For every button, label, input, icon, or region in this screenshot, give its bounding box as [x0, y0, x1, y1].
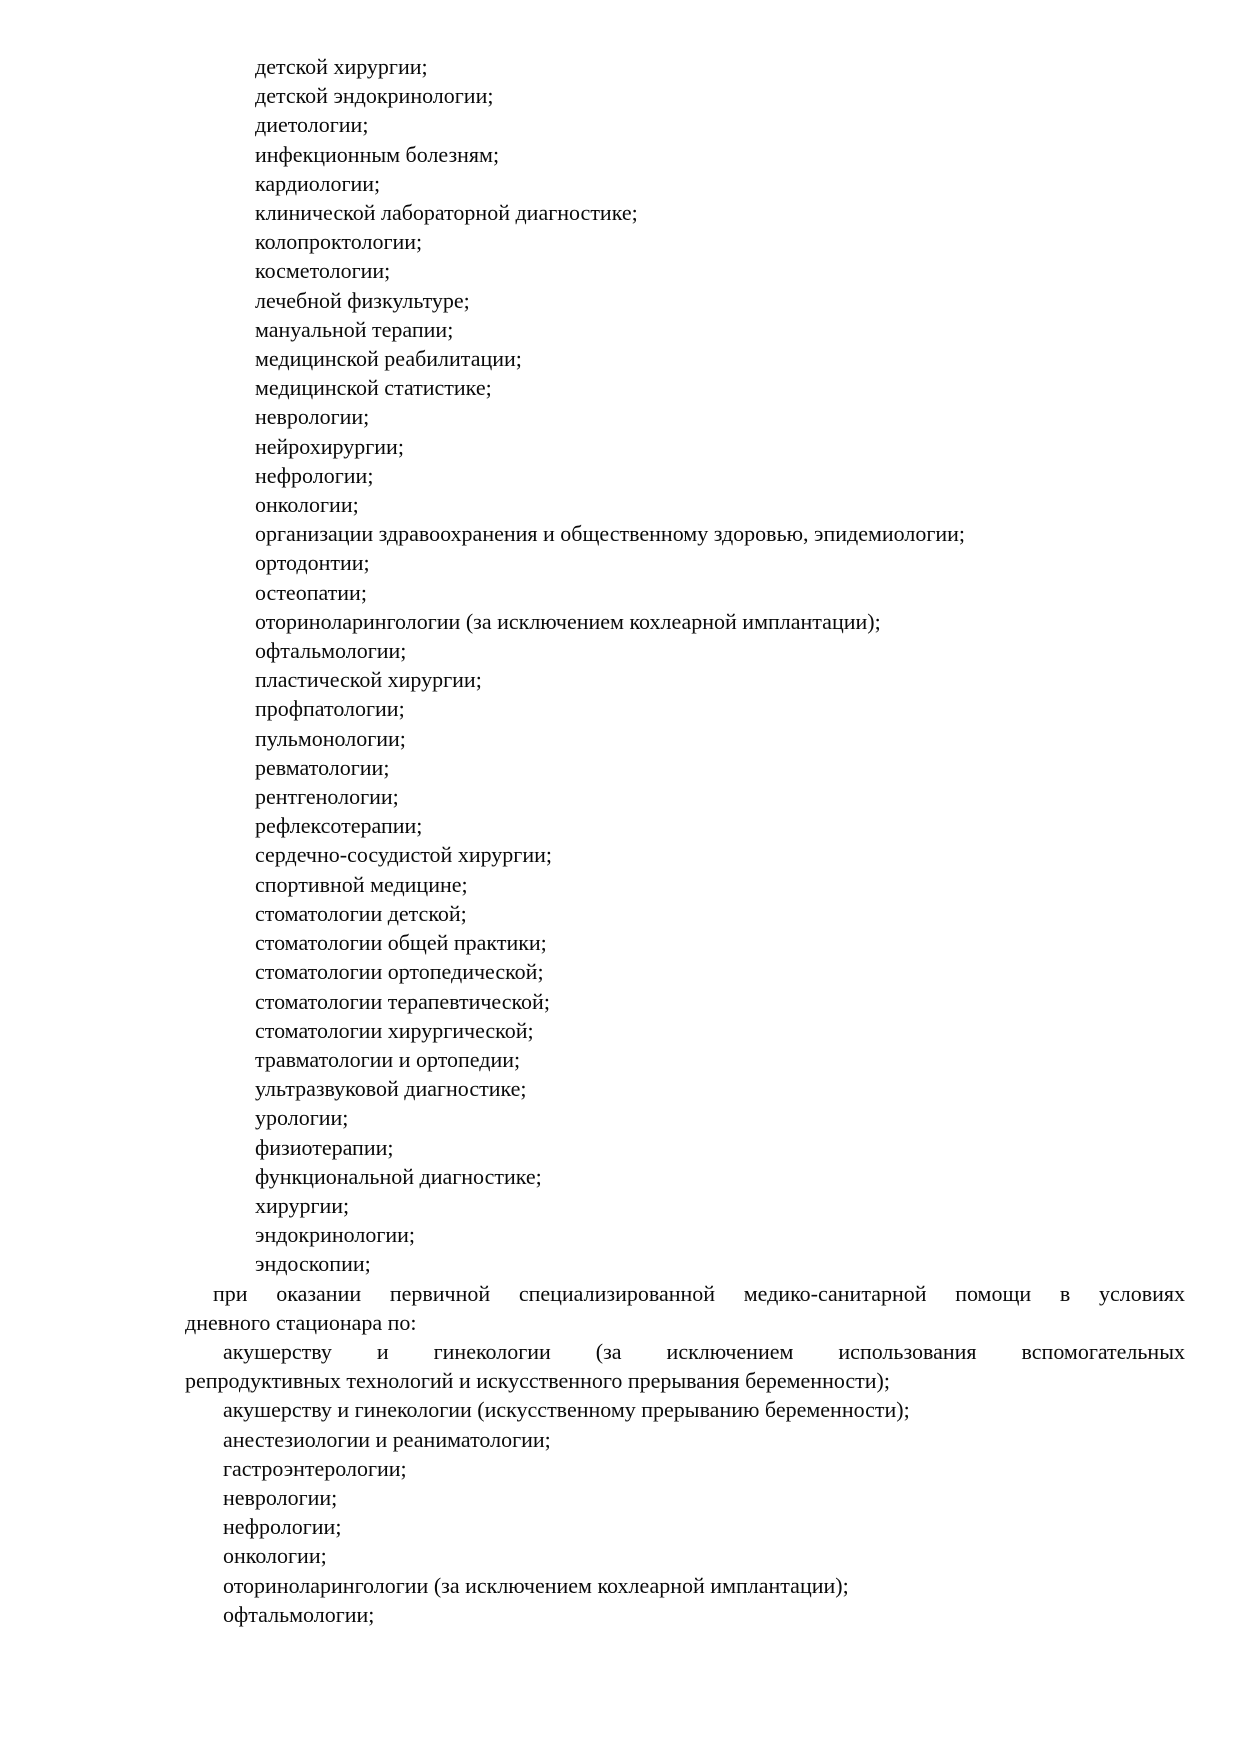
specialty-item: травматологии и ортопедии; — [255, 1046, 521, 1072]
specialty-item: ортодонтии; — [255, 550, 370, 576]
specialty-item: стоматологии терапевтической; — [255, 988, 550, 1014]
specialty-item: стоматологии детской; — [255, 900, 467, 926]
specialty-item: нефрологии; — [223, 1514, 342, 1540]
specialty-item: детской эндокринологии; — [255, 83, 494, 109]
specialty-item: колопроктологии; — [255, 229, 423, 255]
specialty-item: инфекционным болезням; — [255, 141, 500, 167]
specialty-item-obgyn-art-line2: репродуктивных технологий и искусственного прерывания беременности); — [185, 1368, 890, 1394]
specialty-item: стоматологии ортопедической; — [255, 959, 544, 985]
specialty-item: медицинской реабилитации; — [255, 346, 522, 372]
specialty-item: остеопатии; — [255, 579, 367, 605]
specialty-item: эндоскопии; — [255, 1251, 371, 1277]
specialty-item: рефлексотерапии; — [255, 813, 423, 839]
text-content — [185, 52, 1185, 1629]
specialty-item: гастроэнтерологии; — [223, 1455, 407, 1481]
specialty-item: ревматологии; — [255, 754, 390, 780]
specialty-item: стоматологии общей практики; — [255, 930, 547, 956]
specialty-item: оториноларингологии (за исключением кохлеарной имплантации); — [223, 1572, 849, 1598]
specialty-item: организации здравоохранения и общественному здоровью, эпидемиологии; — [255, 521, 966, 547]
specialty-item: диетологии; — [255, 112, 369, 138]
specialty-item: функциональной диагностике; — [255, 1163, 542, 1189]
specialty-item: оториноларингологии (за исключением кохлеарной имплантации); — [255, 608, 881, 634]
specialty-item: мануальной терапии; — [255, 316, 454, 342]
specialty-item: стоматологии хирургической; — [255, 1017, 534, 1043]
specialty-item: онкологии; — [223, 1543, 327, 1569]
specialty-item-obgyn-art-line1: акушерству и гинекологии (за исключением использования вспомогательных — [223, 1338, 1185, 1364]
specialty-item: акушерству и гинекологии (искусственному прерыванию беременности); — [223, 1397, 910, 1423]
specialty-item: спортивной медицине; — [255, 871, 468, 897]
specialty-item: эндокринологии; — [255, 1222, 416, 1248]
specialty-item: неврологии; — [255, 404, 370, 430]
specialty-item: детской хирургии; — [255, 54, 428, 79]
specialty-item: косметологии; — [255, 258, 391, 284]
specialty-item: хирургии; — [255, 1192, 350, 1218]
specialty-item: клинической лабораторной диагностике; — [255, 200, 638, 226]
specialty-item: пластической хирургии; — [255, 667, 482, 693]
specialty-item: медицинской статистике; — [255, 375, 492, 401]
specialty-item: анестезиологии и реаниматологии; — [223, 1426, 551, 1452]
specialty-item: офтальмологии; — [223, 1601, 375, 1627]
specialty-item: лечебной физкультуре; — [255, 287, 470, 313]
specialty-item: офтальмологии; — [255, 638, 407, 664]
specialty-item: профпатологии; — [255, 696, 405, 722]
specialty-item: пульмонологии; — [255, 725, 406, 751]
specialty-item: неврологии; — [223, 1484, 338, 1510]
day-hospital-intro-line2: дневного стационара по: — [185, 1309, 417, 1335]
specialty-item: нефрологии; — [255, 462, 374, 488]
specialty-item: кардиологии; — [255, 170, 381, 196]
day-hospital-intro-line1: при оказании первичной специализированной медико-санитарной помощи в условиях — [213, 1280, 1185, 1306]
specialty-item: онкологии; — [255, 492, 359, 518]
specialty-item: нейрохирургии; — [255, 433, 404, 459]
specialty-item: рентгенологии; — [255, 784, 399, 810]
specialty-item: физиотерапии; — [255, 1134, 394, 1160]
day-hospital-specialties-list — [185, 1395, 1185, 1629]
primary-specialties-list — [185, 52, 1185, 1279]
specialty-item: урологии; — [255, 1105, 349, 1131]
specialty-item: ультразвуковой диагностике; — [255, 1076, 527, 1102]
specialty-item: сердечно-сосудистой хирургии; — [255, 842, 552, 868]
